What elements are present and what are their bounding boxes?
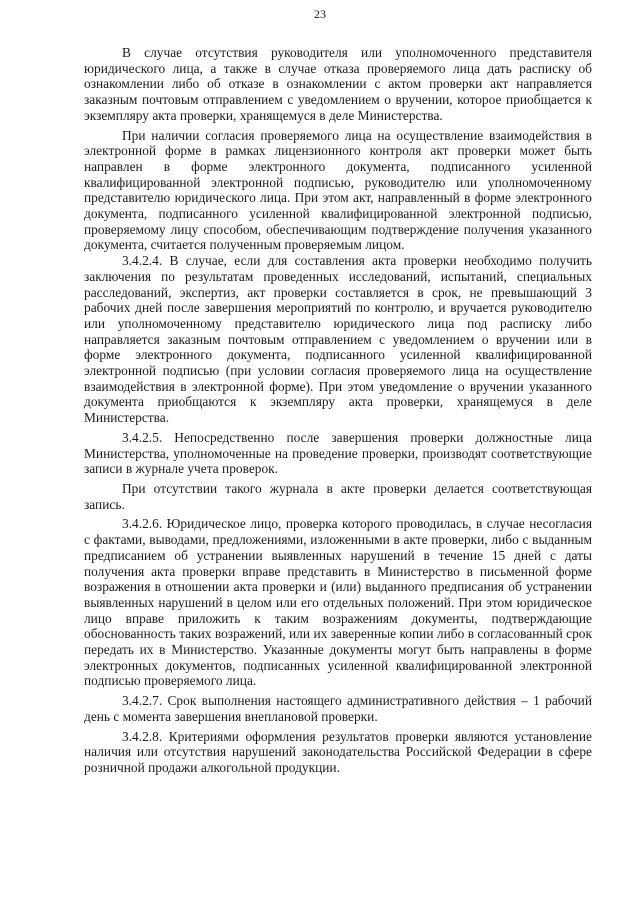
- paragraph-3-4-2-8: 3.4.2.8. Критериями оформления результатов проверки являются установление наличия или отсутствия нарушений законодательства Российской Федерации в сфере розничной продажи алкогольной продукции.: [84, 728, 592, 775]
- paragraph-3-4-2-7: 3.4.2.7. Срок выполнения настоящего административного действия – 1 рабочий день с момента завершения внеплановой проверки.: [84, 693, 592, 724]
- paragraph-electronic-consent: При наличии согласия проверяемого лица на осуществление взаимодействия в электронной форме в рамках лицензионного контроля акт проверки может быть направлен в форме электронного документа, подписанного усиленной квалифицированной электронной подписью, руководителю или уполномоченному представителю юридического лица. При этом акт, направленный в форме электронного документа, подписанного усиленной квалифицированной электронной подписью, проверяемому лицу способом, обеспечивающим подтверждение получения указанного документа, считается полученным проверяемым лицом.: [84, 127, 592, 253]
- paragraph-3-4-2-6: 3.4.2.6. Юридическое лицо, проверка которого проводилась, в случае несогласия с фактами, выводами, предложениями, изложенными в акте проверки, либо с выданным предписанием об устранении выявленных нарушений в течение 15 дней с даты получения акта проверки вправе представить в Министерство в письменной форме возражения в отношении акта проверки и (или) выданного предписания об устранении выявленных нарушений в целом или его отдельных положений. При этом юридическое лицо вправе приложить к таким возражениям документы, подтверждающие обоснованность таких возражений, или их заверенные копии либо в согласованный срок передать их в Министерство. Указанные документы могут быть направлены в форме электронных документов, подписанных усиленной квалифицированной электронной подписью проверяемого лица.: [84, 516, 592, 689]
- page-number: 23: [314, 7, 326, 21]
- paragraph-journal-absence: При отсутствии такого журнала в акте проверки делается соответствующая запись.: [84, 480, 592, 512]
- paragraph-absence-of-head: В случае отсутствия руководителя или уполномоченного представителя юридического лица, а также в случае отказа проверяемого лица дать расписку об ознакомлении либо об отказе в ознакомлении с актом проверки акт направляется заказным почтовым отправлением с уведомлением о вручении, которое приобщается к экземпляру акта проверки, хранящемуся в деле Министерства.: [84, 45, 592, 123]
- paragraph-3-4-2-5: 3.4.2.5. Непосредственно после завершения проверки должностные лица Министерства, уполномоченные на проведение проверки, производят соответствующие записи в журнале учета проверок.: [84, 429, 592, 477]
- document-body: [84, 45, 592, 776]
- paragraph-3-4-2-4: 3.4.2.4. В случае, если для составления акта проверки необходимо получить заключения по результатам проведенных исследований, испытаний, специальных расследований, экспертиз, акт проверки составляется в срок, не превышающий 3 рабочих дней после завершения мероприятий по контролю, и вручается руководителю или уполномоченному представителю юридического лица под расписку либо направляется заказным почтовым отправлением с уведомлением о вручении или в форме электронного документа, подписанного усиленной квалифицированной электронной подписью (при условии согласия проверяемого лица на осуществление взаимодействия в электронной форме). При этом уведомление о вручении указанного документа приобщаются к экземпляру акта проверки, хранящемуся в деле Министерства.: [84, 253, 592, 426]
